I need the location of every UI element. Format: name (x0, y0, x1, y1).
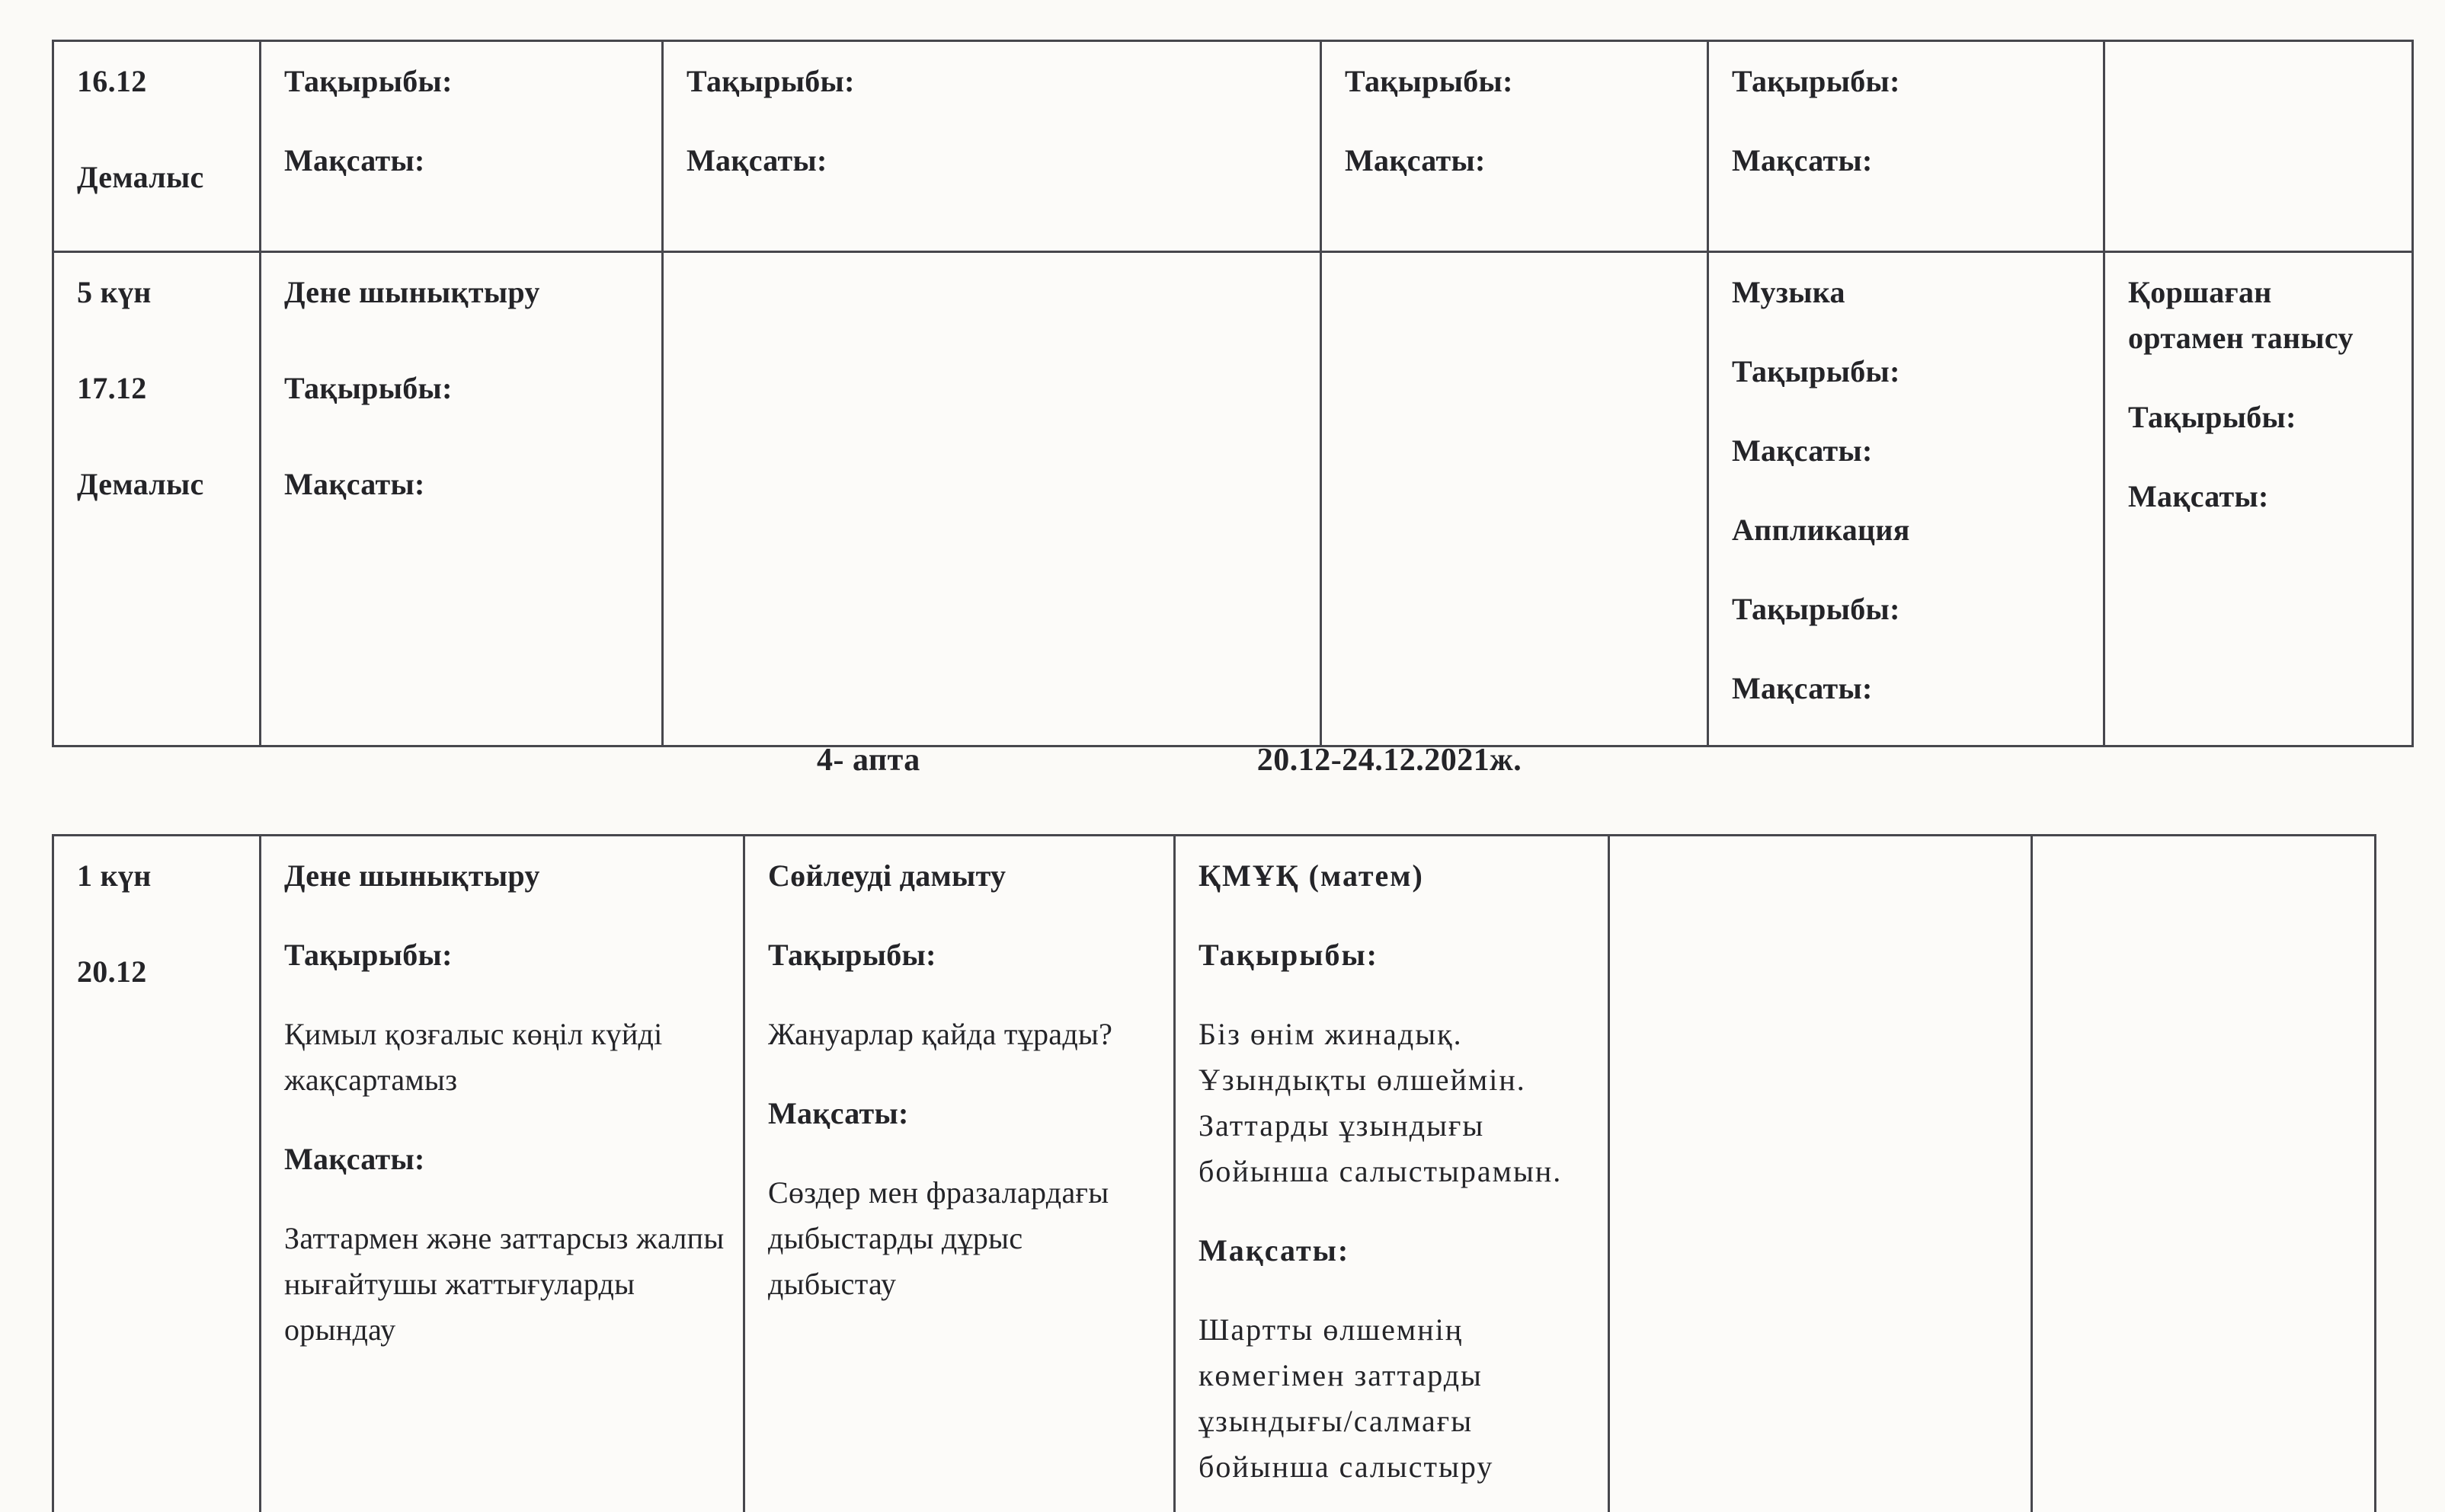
cell-paragraph: Демалыс (77, 160, 204, 194)
week-date-range: 20.12-24.12.2021ж. (1256, 742, 1522, 778)
cell-paragraph: Шартты өлшемнің көмегімен заттарды ұзындығы/салмағы бойынша салыстыру (1198, 1312, 1494, 1484)
cell-paragraph: Демалыс (77, 467, 204, 501)
cell-paragraph: Тақырыбы: (768, 938, 936, 972)
table-cell (1708, 41, 2104, 252)
cell-paragraph: Мақсаты: (768, 1096, 909, 1130)
cell-paragraph: Дене шынықтыру (284, 858, 540, 893)
cell-paragraph: Тақырыбы: (1345, 64, 1513, 98)
cell-paragraph: Мақсаты: (686, 143, 827, 177)
table-cell (1609, 836, 2032, 1512)
cell-paragraph: Мақсаты: (284, 143, 425, 177)
cell-paragraph: Мақсаты: (1732, 433, 1873, 468)
cell-paragraph: Заттармен және заттарсыз жалпы нығайтушы жаттығуларды орындау (284, 1221, 725, 1347)
cell-paragraph: Мақсаты: (1732, 143, 1873, 177)
cell-paragraph: 17.12 (77, 371, 147, 405)
cell-paragraph: Тақырыбы: (284, 64, 453, 98)
cell-paragraph: Мақсаты: (1198, 1233, 1350, 1267)
cell-paragraph: 1 күн (77, 858, 152, 893)
cell-paragraph: Қимыл қозғалыс көңіл күйді жақсартамыз (284, 1017, 663, 1097)
cell-paragraph: 5 күн (77, 275, 152, 309)
table-cell (2104, 41, 2413, 252)
cell-paragraph: Музыка (1732, 275, 1845, 309)
table-cell (261, 836, 744, 1512)
table-cell (1708, 252, 2104, 746)
cell-paragraph: Біз өнім жинадық. Ұзындықты өлшеймін. Заттарды ұзындығы бойынша салыстырамын. (1198, 1017, 1563, 1188)
lesson-plan-table-week4 (52, 834, 2376, 1512)
week-number-label: 4- апта (817, 742, 920, 778)
cell-paragraph: Мақсаты: (1732, 671, 1873, 705)
table-cell (1321, 41, 1708, 252)
cell-paragraph: Тақырыбы: (284, 938, 453, 972)
cell-paragraph: ҚМҰҚ (матем) (1198, 858, 1424, 893)
cell-paragraph: Тақырыбы: (686, 64, 855, 98)
table-cell (2104, 252, 2413, 746)
cell-paragraph: Аппликация (1732, 513, 1910, 547)
cell-paragraph: Тақырыбы: (1732, 354, 1900, 388)
cell-paragraph: Мақсаты: (2128, 479, 2269, 513)
cell-paragraph: Мақсаты: (1345, 143, 1486, 177)
cell-paragraph: Тақырыбы: (284, 371, 453, 405)
week-heading (0, 686, 2445, 834)
table-cell (261, 252, 663, 746)
cell-paragraph: Тақырыбы: (1732, 64, 1900, 98)
cell-paragraph: 16.12 (77, 64, 147, 98)
table-cell (53, 252, 261, 746)
cell-paragraph: Дене шынықтыру (284, 275, 540, 309)
cell-paragraph: 20.12 (77, 954, 147, 989)
cell-paragraph: Мақсаты: (284, 467, 425, 501)
table-cell (261, 41, 663, 252)
cell-paragraph: Тақырыбы: (1732, 592, 1900, 626)
cell-paragraph: Тақырыбы: (2128, 400, 2296, 434)
table-cell (663, 41, 1321, 252)
table-cell (53, 836, 261, 1512)
table-cell (744, 836, 1175, 1512)
lesson-plan-table-week3 (52, 40, 2414, 747)
cell-paragraph: Мақсаты: (284, 1142, 425, 1176)
table-cell (1321, 252, 1708, 746)
table-cell (1175, 836, 1609, 1512)
cell-paragraph: Тақырыбы: (1198, 938, 1378, 972)
cell-paragraph: Сөздер мен фразалардағы дыбыстарды дұрыс дыбыстау (768, 1175, 1109, 1301)
table-cell (2032, 836, 2376, 1512)
table-cell (53, 41, 261, 252)
cell-paragraph: Сөйлеуді дамыту (768, 858, 1006, 893)
cell-paragraph: Қоршаған ортамен танысу (2128, 275, 2354, 355)
cell-paragraph: Жануарлар қайда тұрады? (768, 1017, 1113, 1051)
table-cell (663, 252, 1321, 746)
